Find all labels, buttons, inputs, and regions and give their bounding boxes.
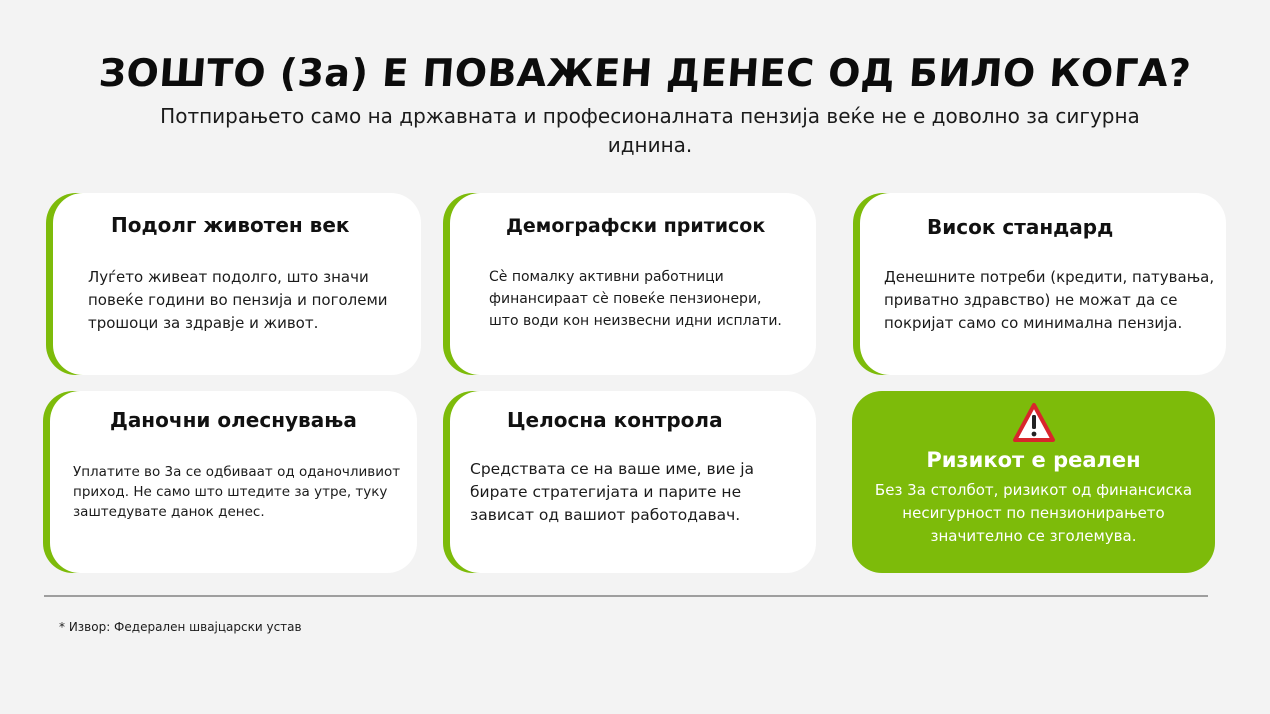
card-high-standard [860,193,1226,375]
risk-text: Без 3а столбот, ризикот од финансиска несигурност по пензионирањето значително се зголемува. [874,481,1193,545]
warning-icon [1012,402,1056,444]
card-title: Даночни олеснувања [110,408,357,432]
page-subtitle: Потпирањето само на државната и професионалната пензија веќе не е доволно за сигурна иднина. [160,104,1140,157]
card-title: Демографски притисок [506,215,766,237]
card-full-control [450,391,816,573]
card-title: Целосна контрола [507,408,723,432]
page-title: ЗОШТО (3а) Е ПОВАЖЕН ДЕНЕС ОД БИЛО КОГА? [97,51,1193,95]
card-demographic-pressure [450,193,816,375]
card-text: Луѓето живеат подолго, што значи повеќе години во пензија и поголеми трошоци за здравје и живот. [88,268,388,332]
card-text: Средствата се на ваше име, вие ја бирате стратегијата и парите не зависат од вашиот работодавач. [470,460,755,524]
card-tax-relief [50,391,417,573]
card-longer-life [53,193,421,375]
card-text: Денешните потреби (кредити, патувања, приватно здравство) не можат да се покријат само со минимална пензија. [884,268,1215,332]
card-text: Уплатите во 3а се одбиваат од оданочливиот приход. Не само што штедите за утре, туку заштедувате данок денес. [73,464,401,520]
risk-title: Ризикот е реален [926,448,1141,472]
card-title: Висок стандард [927,215,1114,239]
card-text: Сè помалку активни работници финансираат сè повеќе пензионери, што води кон неизвесни идни исплати. [489,269,782,329]
card-title: Подолг животен век [111,213,350,237]
card-risk-is-real [852,391,1215,573]
divider [44,595,1208,597]
source-note: * Извор: Федерален швајцарски устав [59,620,302,634]
